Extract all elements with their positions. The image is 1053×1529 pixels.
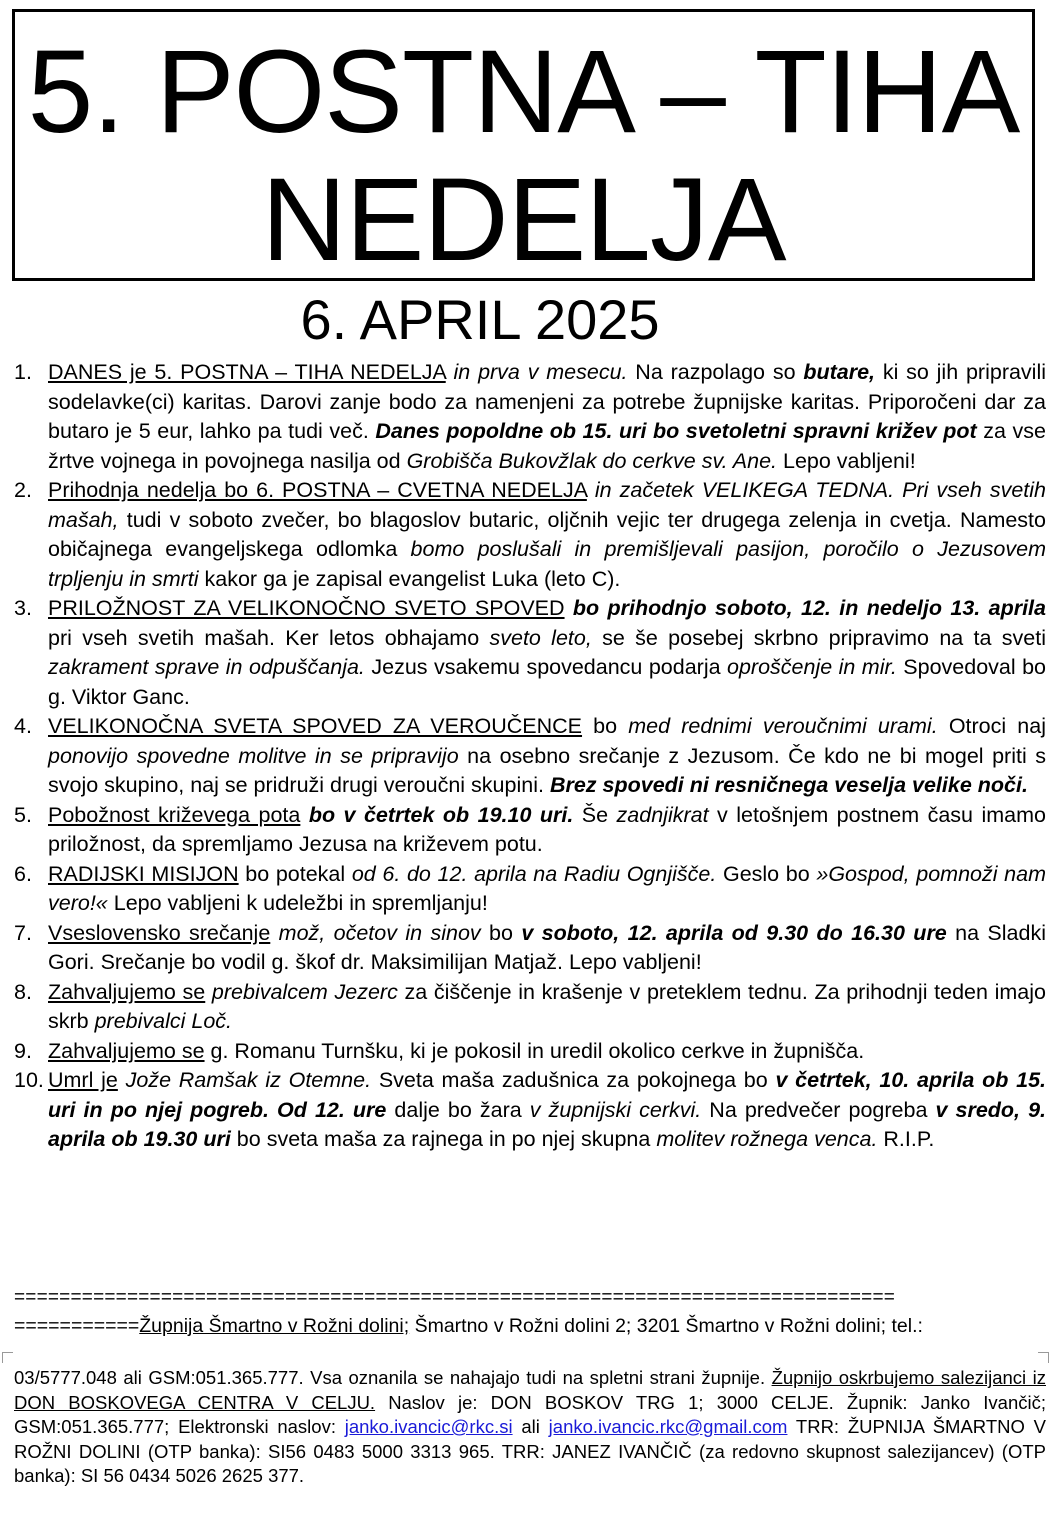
announcement-text: bo [480,920,522,945]
announcement-text: v župnijski cerkvi. [529,1097,702,1122]
announcement-list [14,358,1046,1155]
announcement-text [118,1068,126,1092]
parish-line [14,1313,1046,1339]
page-title-line-2: NEDELJA [261,154,786,286]
announcement-heading: PRILOŽNOST ZA VELIKONOČNO SVETO SPOVED [48,596,565,620]
announcement-text: na osebno srečanje z Jezusom. Če kdo ne bi mogel priti s svojo skupino, naj se pridruži drugi veroučni skupini. [48,743,1046,797]
announcement-text [300,803,308,827]
announcement-item [14,1037,1046,1067]
email-link[interactable]: janko.ivancic@rkc.si [344,1416,513,1437]
announcement-item [14,978,1046,1037]
announcement-number: 8. [14,979,32,1004]
announcement-text: Lepo vabljeni! [777,448,916,473]
announcement-heading: RADIJSKI MISIJON [48,861,239,886]
announcement-item [14,476,1046,594]
announcement-text: molitev rožnega venca. [656,1127,878,1151]
announcement-number: 6. [14,861,32,886]
announcement-text: bomo poslušali in premišljevali pasijon, poročilo o Jezusovem trpljenju in smrti [48,537,1046,591]
announcement-text: Grobišča Bukovžlak do cerkve sv. Ane. [406,448,778,473]
announcement-number: 9. [14,1038,32,1063]
announcement-text: ponovijo spovedne molitve in se pripravijo [48,743,459,768]
announcement-number: 10. [14,1068,44,1092]
footer-text: 03/5777.048 ali GSM:051.365.777. [14,1367,304,1388]
announcement-text: tudi v soboto zvečer, bo blagoslov butaric, oljčnih vejic ter drugega zelenja in cvetja. Namesto običajnega evangeljskega odlomka [48,507,1046,561]
parish-address: Šmartno v Rožni dolini 2; 3201 Šmartno v Rožni dolini; tel.: [409,1315,923,1337]
announcement-number: 5. [14,802,32,827]
announcement-text: sveto leto, [489,625,592,650]
announcement-text: v četrtek, 10. aprila ob 15. uri in po njej pogreb. Od 12. ure [48,1068,1047,1122]
announcement-number: 7. [14,920,32,945]
contact-footer [14,1366,1046,1489]
announcement-number: 2. [14,478,32,502]
announcement-text: Na razpolago so [627,360,804,384]
email-link[interactable]: janko.ivancic.rkc@gmail.com [548,1416,788,1437]
announcement-text: in prva v mesecu. [453,360,628,384]
announcement-text: in začetek VELIKEGA TEDNA. Pri vseh svetih mašah, [48,478,1046,532]
announcement-text: se še posebej skrbno pripravimo na ta sveti [591,625,1047,650]
announcement-text: Lepo vabljeni k udeležbi in spremljanju! [107,891,488,915]
announcement-text: za vse žrtve vojnega in povojnega nasilja od [48,419,1046,473]
announcement-text: oproščenje in mir. [727,655,897,679]
footer-text: ali [512,1416,549,1437]
announcement-text: za čiščenje in krašenje v preteklem tednu. Za prihodnji teden imajo skrb [48,979,1046,1033]
title-box [12,9,1035,286]
announcement-text: dalje bo žara [386,1097,530,1122]
announcement-number: 1. [14,360,32,384]
announcement-text: v soboto, 12. aprila od 9.30 do 16.30 ure [521,920,947,945]
announcement-text: »Gospod, pomnoži nam vero!« [48,861,1046,915]
announcement-text [587,478,595,502]
announcement-text: zadnjikrat [616,802,709,827]
page-corner-right [1038,1352,1049,1363]
announcement-number: 4. [14,714,32,738]
footer-text: Vsa oznanila se nahajajo tudi na spletni strani župnije. [303,1367,772,1388]
announcement-text: v sredo, 9. aprila ob 19.30 uri [48,1097,1047,1151]
announcement-text [270,921,278,945]
announcement-heading: DANES je 5. POSTNA – TIHA NEDELJA [48,360,446,384]
announcement-text: prebivalcem Jezerc [211,979,398,1004]
announcement-text: med rednimi veroučnimi urami. [628,714,938,738]
announcement-heading: Prihodnja nedelja bo 6. POSTNA – CVETNA NEDELJA [48,478,587,502]
announcement-item [14,1066,1046,1155]
announcement-text: zakrament sprave in odpuščanja. [48,655,365,679]
page-break-marker [0,1352,1053,1362]
announcement-text: mož, očetov in sinov [278,920,481,945]
announcement-text: Brez spovedi ni resničnega veselja velike noči. [549,773,1028,797]
announcement-text: Danes popoldne ob 15. uri bo svetoletni spravni križev pot [375,419,977,443]
announcement-text: butare, [803,360,876,384]
announcement-text: bo sveta maša za rajnega in po njej skupna [230,1127,657,1151]
announcement-text: na Sladki Gori. Srečanje bo vodil g. škof dr. Maksimilijan Matjaž. Lepo vabljeni! [48,920,1046,974]
page-corner-left [2,1352,13,1363]
parish-name: Župnija Šmartno v Rožni dolini; [139,1315,410,1337]
footer-text: Naslov je: DON BOSKOV TRG 1; 3000 CELJE. Župnik: Janko Ivančič; GSM:051.365.777; Elektronski naslov: [14,1391,1046,1437]
announcement-item [14,801,1046,860]
announcement-text: bo [582,714,629,738]
announcement-text: g. Romanu Turnšku, ki je pokosil in uredil okolico cerkve in župnišča. [204,1038,865,1063]
announcement-item [14,860,1046,919]
announcement-text: od 6. do 12. aprila na Radiu Ognjišče. [351,861,717,886]
announcement-heading: VELIKONOČNA SVETA SPOVED ZA VEROUČENCE [48,714,583,738]
announcement-heading: Zahvaljujemo se [48,1038,205,1063]
parish-line-prefix: =========== [14,1315,140,1337]
announcement-text: Jezus vsakemu spovedancu podarja [364,655,727,679]
announcement-heading: Pobožnost križevega pota [48,802,301,827]
announcement-text: Jože Ramšak iz Otemne. [125,1068,372,1092]
announcement-text: prebivalci Loč. [94,1009,233,1033]
announcement-text: Sveta maša zadušnica za pokojnega bo [371,1068,776,1092]
announcement-text [205,980,212,1004]
footer-text: TRR: ŽUPNIJA ŠMARTNO V ROŽNI DOLINI (OTP banka): SI56 0483 5000 3313 965. TRR: JANEZ IVANČIČ (za redovno skupnost salezijancev) (OTP banka): SI 56 0434 5026 2625 377. [14,1416,1046,1486]
announcement-text: Na predvečer pogreba [701,1097,936,1122]
announcement-text: bo v četrtek ob 19.10 uri. [308,802,574,827]
separator-line: ============================================================================== [14,1287,896,1308]
announcement-text [565,596,573,620]
announcement-heading: Vseslovensko srečanje [48,920,271,945]
page-title-line-1: 5. POSTNA – TIHA [27,26,1020,158]
announcement-text: Otroci naj [937,714,1046,738]
bulletin-date: 6. APRIL 2025 [300,288,660,351]
announcement-heading: Umrl je [48,1068,118,1092]
footer-text: Župnijo oskrbujemo salezijanci iz DON BOSKOVEGA CENTRA V CELJU. [14,1367,1046,1413]
announcement-text: R.I.P. [877,1127,935,1151]
announcement-text: ki so jih pripravili sodelavke(ci) karitas. Darovi zanje bodo za namenjeni za potrebe župnijske karitas. Priporočeni dar za butaro je 5 eur, lahko pa tudi več. [48,360,1047,443]
announcement-text: bo prihodnjo soboto, 12. in nedeljo 13. aprila [572,596,1046,620]
announcement-text: bo potekal [238,861,352,886]
announcement-text [446,360,454,384]
announcement-text: Geslo bo [716,861,817,886]
announcement-text: Spovedoval bo g. Viktor Ganc. [48,655,1046,709]
announcement-number: 3. [14,596,32,620]
announcement-text: pri vseh svetih mašah. Ker letos obhajamo [48,625,490,650]
announcement-item [14,712,1046,801]
announcement-item [14,594,1046,712]
announcement-heading: Zahvaljujemo se [48,979,206,1004]
announcement-item [14,358,1046,476]
announcement-item [14,919,1046,978]
announcement-text: v letošnjem postnem času imamo priložnost, da spremljamo Jezusa na križevem potu. [48,802,1046,856]
announcement-text: Še [573,802,617,827]
announcement-text: kakor ga je zapisal evangelist Luka (leto C). [198,566,621,591]
